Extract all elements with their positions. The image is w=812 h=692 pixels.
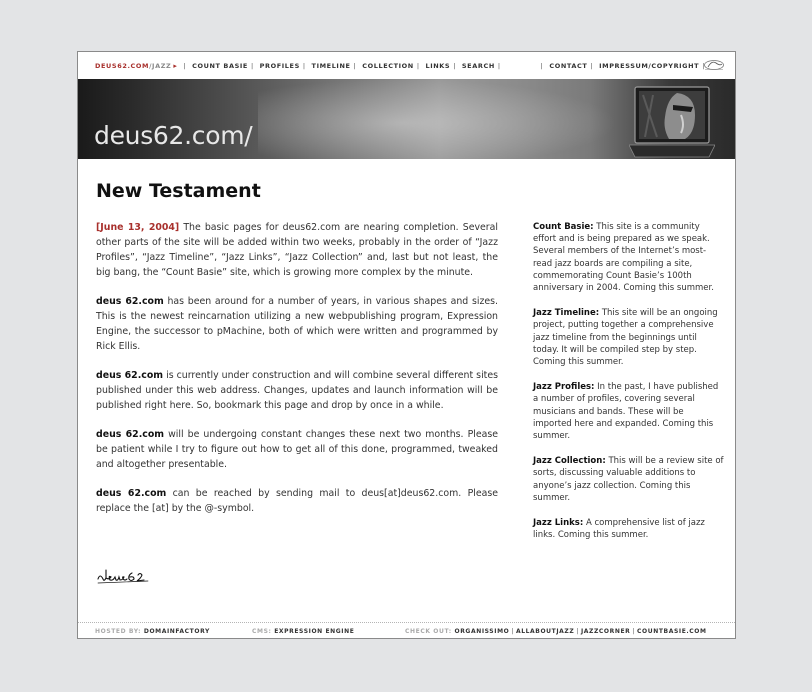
nav-timeline[interactable]: TIMELINE [311, 62, 351, 70]
banner-site-name: deus62.com/ [94, 121, 253, 150]
banner-glow [258, 79, 618, 159]
nav-profiles[interactable]: PROFILES [259, 62, 300, 70]
nav-impressum[interactable]: IMPRESSUM/COPYRIGHT [599, 62, 700, 70]
sidebar-item-jazz-profiles [533, 381, 725, 442]
site-name-bold: deus 62.com [96, 296, 164, 307]
sidebar-item-jazz-timeline [533, 307, 725, 368]
sidebar-item-title: Jazz Links: [533, 518, 584, 529]
footer-link-jazzcorner[interactable]: JAZZCORNER [580, 628, 631, 635]
sidebar-item-text: This site is a community effort and is being prepared as we speak. Several members of the Internet’s most-read jazz boards are compiling a site, commemorating Count Basie’s 100th anniversary in 2004. Coming this summer. [533, 222, 714, 294]
sidebar-item-title: Jazz Timeline: [533, 308, 600, 319]
sidebar-item-text: A comprehensive list of jazz links. Coming this summer. [533, 518, 705, 541]
site-name-bold: deus 62.com [96, 370, 164, 381]
sidebar-item-title: Count Basie: [533, 222, 594, 232]
laptop-portrait-icon [629, 85, 715, 159]
news-date: [June 13, 2004] [96, 222, 180, 233]
nav-links[interactable]: LINKS [425, 62, 451, 70]
site-name-bold: deus 62.com [96, 429, 165, 440]
footer-link-allaboutjazz[interactable]: ALLABOUTJAZZ [515, 628, 575, 635]
page-title: New Testament [96, 180, 261, 202]
changes-paragraph [96, 427, 498, 472]
footer-checkout-label: CHECK OUT: [405, 628, 452, 635]
footer-hosted [95, 628, 210, 635]
footer-hosted-link[interactable]: DOMAINFACTORY [143, 628, 210, 635]
sidebar-item-jazz-links [533, 517, 725, 541]
news-paragraph [96, 220, 498, 280]
brand-suffix: /JAZZ [149, 62, 172, 70]
footer-cms [252, 628, 354, 635]
changes-text: will be undergoing constant changes these next two months. Please be patient while I try to figure out how to get all of this done, programmed, tweaked and altogether presentable. [96, 429, 498, 470]
footer [78, 622, 735, 639]
site-name-bold: deus 62.com [96, 488, 167, 499]
sidebar-item-text: This will be a review site of sorts, discussing valuable additions to anyone’s jazz collection. Coming this summer. [533, 456, 724, 503]
footer-link-organissimo[interactable]: ORGANISSIMO [454, 628, 510, 635]
top-navigation [78, 52, 735, 79]
nav-search[interactable]: SEARCH [461, 62, 495, 70]
nav-collection[interactable]: COLLECTION [362, 62, 414, 70]
sidebar-item-jazz-collection [533, 455, 725, 504]
construction-paragraph [96, 368, 498, 413]
footer-cms-link[interactable]: EXPRESSION ENGINE [274, 628, 355, 635]
brand-arrow-icon: ▸ [173, 62, 178, 70]
sidebar-item-title: Jazz Collection: [533, 456, 606, 467]
about-text: has been around for a number of years, in various shapes and sizes. This is the newest reincarnation utilizing a new webpublishing program, Expression Engine, the successor to pMachine, both of which were written and programmed by Rick Ellis. [96, 296, 499, 352]
about-paragraph [96, 294, 498, 354]
header-banner [78, 79, 735, 159]
main-content [96, 220, 498, 530]
contact-text: can be reached by sending mail to deus[at]deus62.com. Please replace the [at] by the @-symbol. [96, 488, 498, 514]
construction-text: is currently under construction and will combine several different sites published under this web address. Changes, updates and launch information will be published right here. So, bookmark this page and drop by once in a while. [96, 370, 498, 411]
footer-checkout: CHECK OUT: ORGANISSIMO | ALLABOUTJAZZ | JAZZCORNER | COUNTBASIE.COM [405, 628, 707, 635]
contact-paragraph [96, 486, 498, 516]
nav-row: DEUS62.COM/JAZZ ▸ | COUNT BASIE | PROFILES | TIMELINE | COLLECTION | LINKS | SEARCH | [95, 62, 501, 70]
sidebar-item-count-basie [533, 221, 725, 294]
footer-cms-label: CMS: [252, 628, 272, 635]
mini-logo-icon[interactable] [703, 58, 725, 71]
nav-right: | CONTACT | IMPRESSUM/COPYRIGHT | [540, 62, 705, 70]
sidebar-item-text: This site will be an ongoing project, putting together a comprehensive jazz timeline from the beginnings until today. It will be compiled step by step. Coming this summer. [533, 308, 718, 368]
page-container [77, 51, 736, 639]
nav-contact[interactable]: CONTACT [549, 62, 588, 70]
footer-link-countbasie[interactable]: COUNTBASIE.COM [637, 628, 707, 635]
sidebar [533, 221, 725, 554]
brand-link[interactable]: DEUS62.COM [95, 62, 150, 70]
sidebar-item-text: In the past, I have published a number of profiles, covering several musicians and bands. These will be imported here and expanded. Coming this summer. [533, 382, 719, 442]
sidebar-item-title: Jazz Profiles: [533, 382, 595, 393]
footer-hosted-label: HOSTED BY: [95, 628, 142, 635]
news-text: The basic pages for deus62.com are nearing completion. Several other parts of the site will be added within two weeks, probably in the order of “Jazz Profiles”, “Jazz Timeline”, “Jazz Links”, “Jazz Collection” and, last but not least, the big bang, the “Count Basie” site, which is growing more complex by the minute. [96, 222, 498, 278]
nav-count-basie[interactable]: COUNT BASIE [192, 62, 248, 70]
signature-image [96, 567, 158, 585]
